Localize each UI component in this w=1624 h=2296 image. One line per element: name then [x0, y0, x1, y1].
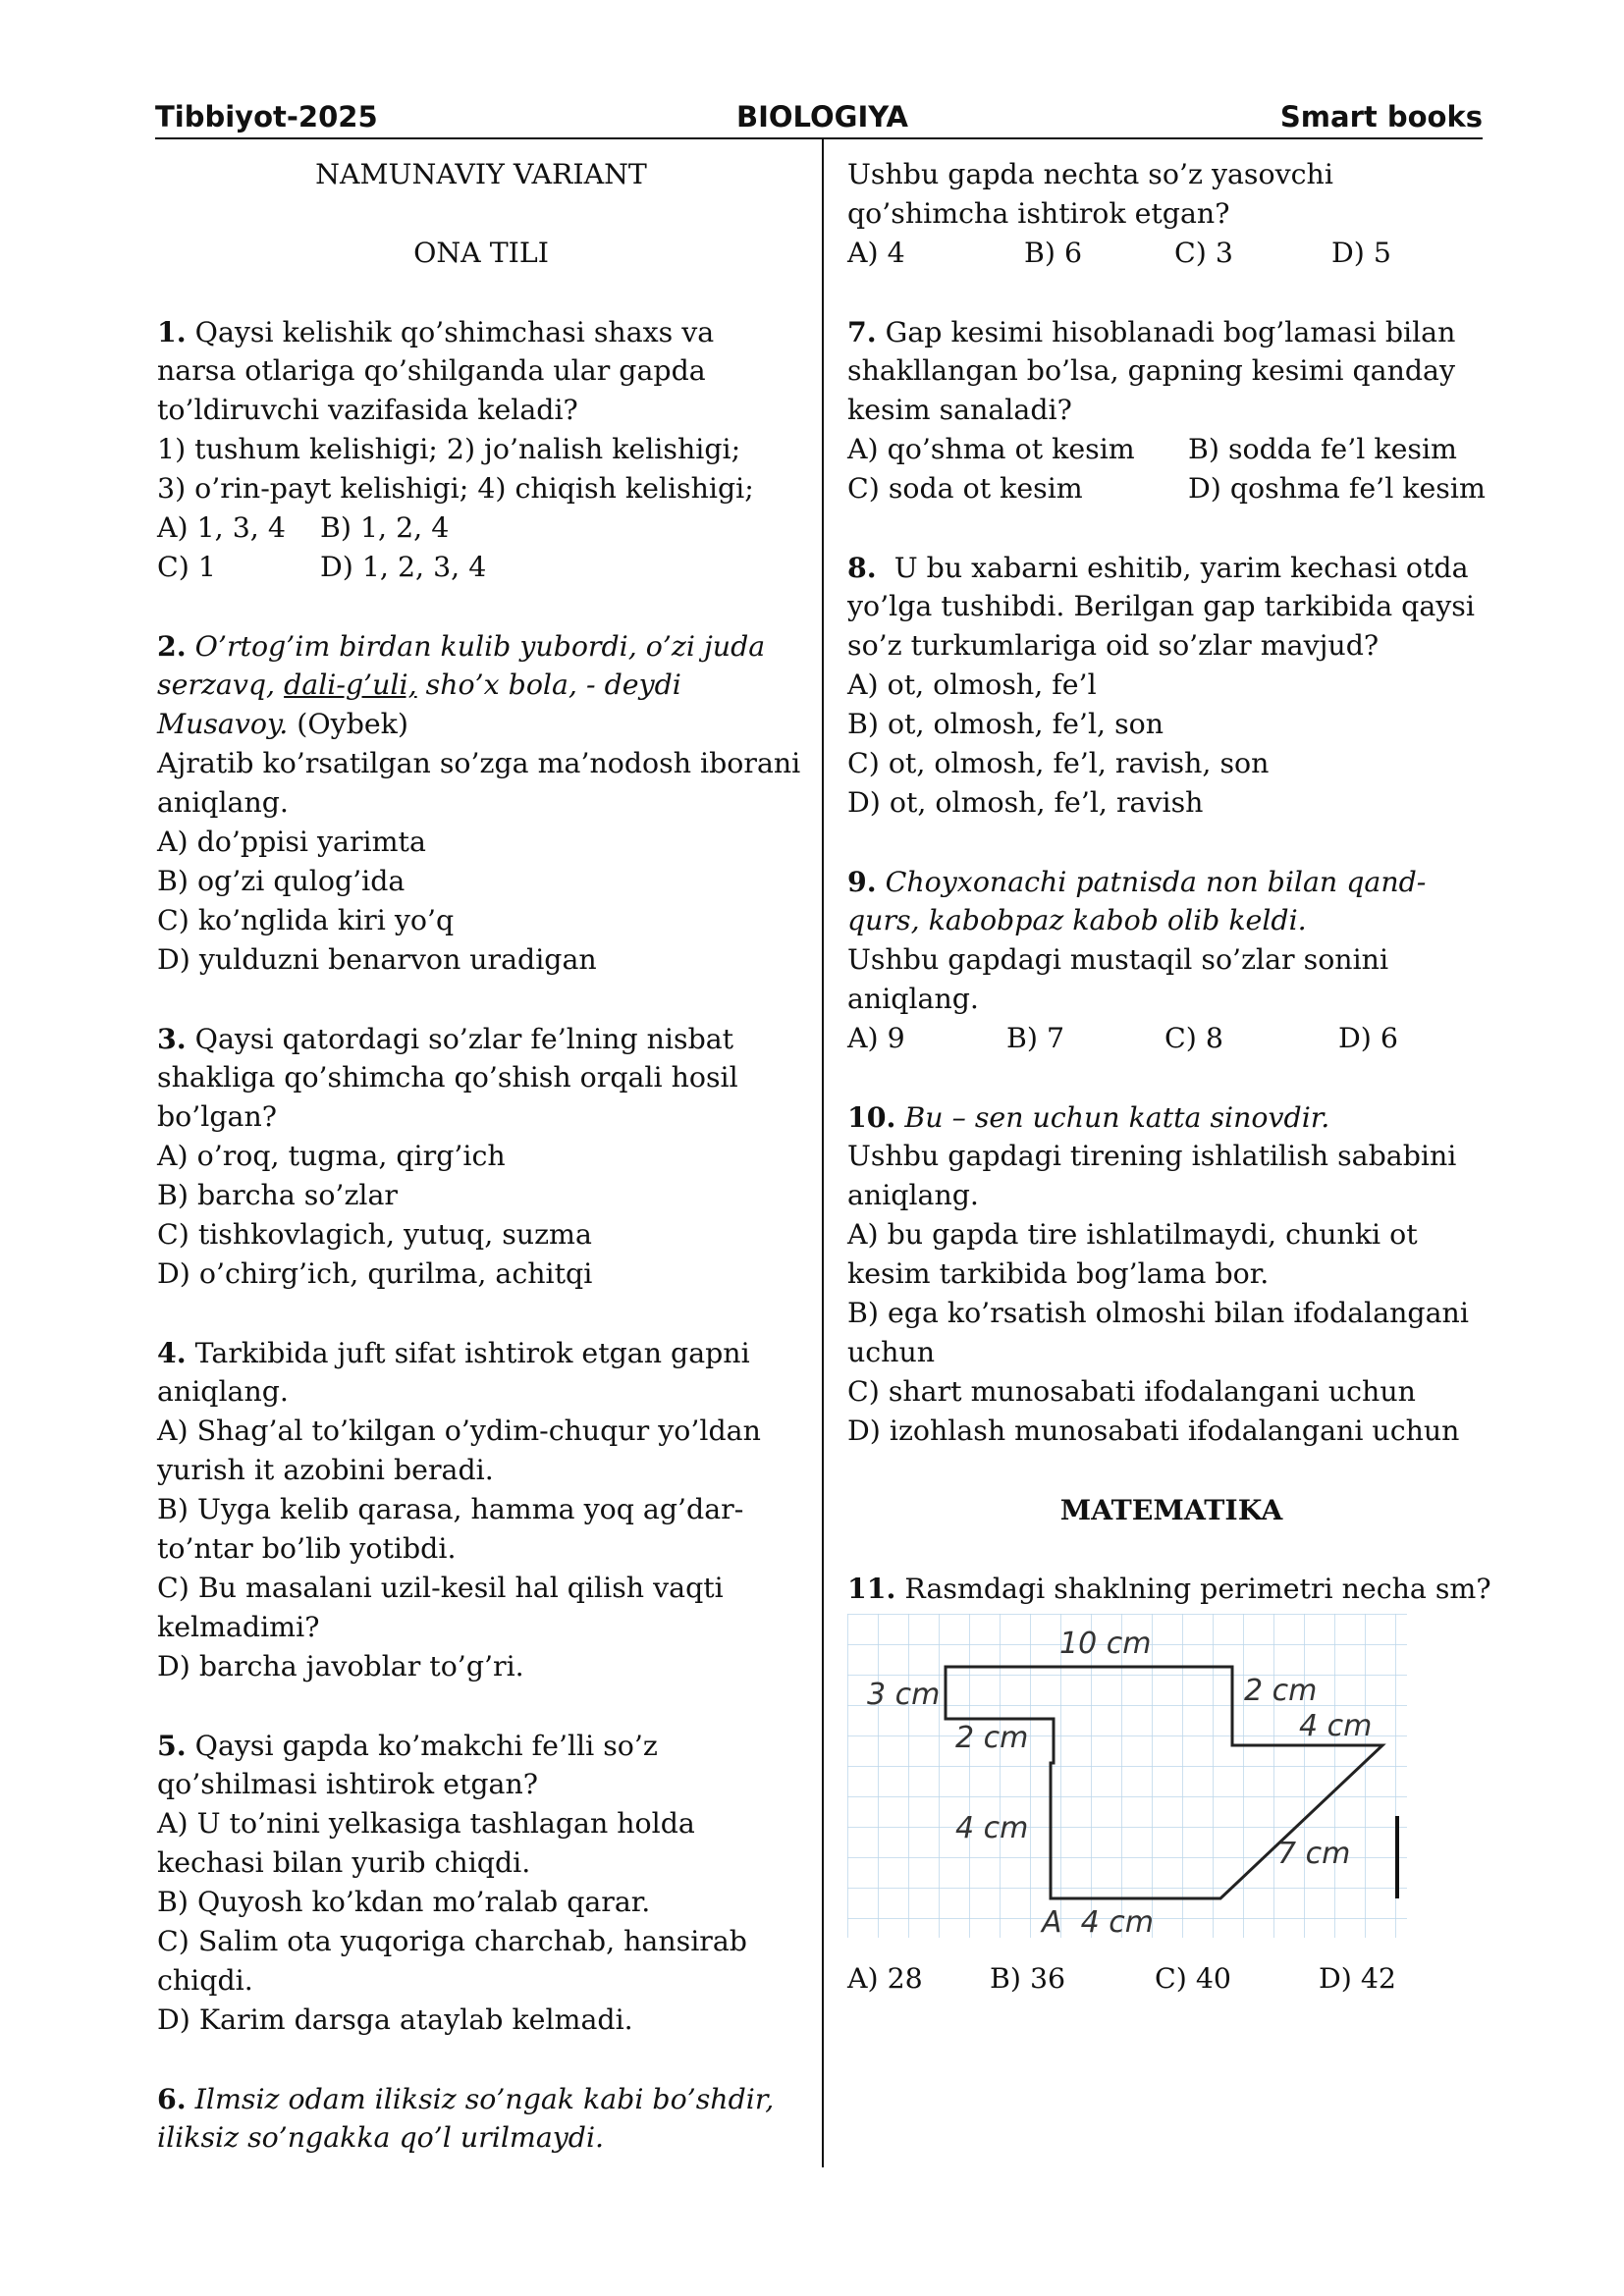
- option-a: A) 28: [847, 1962, 923, 1995]
- option-b-cont: to’ntar bo’lib yotibdi.: [157, 1532, 457, 1565]
- highlighted-word: dali-g’uli,: [284, 668, 417, 701]
- option-d: D) yulduzni benarvon uradigan: [157, 943, 597, 976]
- option-c: C) ko’nglida kiri yo’q: [157, 904, 455, 936]
- question-number: 1.: [157, 315, 187, 348]
- option-d: D) 5: [1331, 237, 1391, 269]
- header-subject: BIOLOGIYA: [736, 100, 908, 133]
- option-d: D) 42: [1319, 1962, 1396, 1995]
- option-c: C) Salim ota yuqoriga charchab, hansirab: [157, 1925, 747, 1957]
- label-left: 3 cm: [867, 1678, 941, 1712]
- quote-text: serzavq,: [157, 668, 285, 701]
- header-publisher: Smart books: [1279, 100, 1483, 133]
- question-text: Ushbu gapdagi tirening ishlatilish sababini: [847, 1140, 1457, 1172]
- option-c: C) 8: [1164, 1022, 1223, 1054]
- label-top: 10 cm: [1059, 1627, 1152, 1661]
- quote-text: qurs, kabobpaz kabob olib keldi.: [847, 904, 1307, 936]
- option-a: A) U to’nini yelkasiga tashlagan holda: [157, 1807, 695, 1840]
- option-c: C) 40: [1155, 1962, 1231, 1995]
- question-text: Ajratib ko’rsatilgan so’zga ma’nodosh iborani: [157, 747, 801, 779]
- quote-text: iliksiz so’ngakka qo’l urilmaydi.: [157, 2121, 605, 2154]
- label-inner-vertical: 4 cm: [955, 1811, 1029, 1845]
- question-text: aniqlang.: [157, 1375, 289, 1408]
- question-6-start: [157, 2079, 805, 2158]
- question-number: 11.: [847, 1572, 896, 1605]
- question-text: so’z turkumlariga oid so’zlar mavjud?: [847, 629, 1380, 662]
- quote-text: Choyxonachi patnisda non bilan qand-: [876, 866, 1427, 898]
- column-divider: [822, 139, 824, 2167]
- option-a-cont: yurish it azobini beradi.: [157, 1454, 494, 1486]
- option-b: B) og’zi qulog’ida: [157, 865, 406, 897]
- option-d: D) 6: [1338, 1022, 1398, 1054]
- right-column: [847, 155, 1495, 1999]
- option-b: B) Quyosh ko’kdan mo’ralab qarar.: [157, 1886, 651, 1918]
- question-text: Qaysi qatordagi so’zlar fe’lning nisbat: [186, 1023, 734, 1055]
- question-11: [847, 1569, 1495, 1999]
- option-d: D) izohlash munosabati ifodalangani uchun: [847, 1415, 1460, 1447]
- option-d: D) o’chirg’ich, qurilma, achitqi: [157, 1257, 593, 1290]
- question-number: 10.: [847, 1100, 896, 1134]
- quote-text: Bu – sen uchun katta sinovdir.: [895, 1101, 1330, 1134]
- quote-text: O’rtog’im birdan kulib yubordi, o’zi juda: [186, 630, 766, 663]
- question-text: aniqlang.: [157, 786, 289, 819]
- header-book-title: Tibbiyot-2025: [155, 100, 378, 133]
- option-a: A) o’roq, tugma, qirg’ich: [157, 1140, 506, 1172]
- option-b: B) sodda fe’l kesim: [1188, 433, 1457, 465]
- option-c: C) tishkovlagich, yutuq, suzma: [157, 1218, 592, 1251]
- question-5: [157, 1726, 805, 2040]
- option-d: D) ot, olmosh, fe’l, ravish: [847, 786, 1204, 819]
- quote-text: sho’x bola, - deydi: [416, 668, 681, 701]
- option-a-cont: kesim tarkibida bog’lama bor.: [847, 1257, 1270, 1290]
- question-text: Rasmdagi shaklning perimetri necha sm?: [895, 1573, 1491, 1605]
- question-8: [847, 548, 1495, 823]
- page-header: [155, 98, 1483, 139]
- figure-svg: [847, 1614, 1407, 1948]
- question-number: 4.: [157, 1336, 187, 1369]
- label-bottom: A 4 cm: [1042, 1905, 1154, 1940]
- question-text: Tarkibida juft sifat ishtirok etgan gapni: [186, 1337, 750, 1369]
- option-a: A) do’ppisi yarimta: [157, 826, 426, 858]
- option-c: C) ot, olmosh, fe’l, ravish, son: [847, 747, 1270, 779]
- option-b: B) barcha so’zlar: [157, 1179, 398, 1211]
- quote-text: Ilmsiz odam iliksiz so’ngak kabi bo’shdir,: [186, 2083, 775, 2115]
- option-a: A) qo’shma ot kesim: [847, 433, 1135, 465]
- question-text: Ushbu gapda nechta so’z yasovchi: [847, 158, 1333, 190]
- question-text: to’ldiruvchi vazifasida keladi?: [157, 394, 578, 426]
- option-d: D) qoshma fe’l kesim: [1188, 472, 1486, 505]
- option-b-cont: uchun: [847, 1336, 936, 1368]
- variant-title: NAMUNAVIY VARIANT: [315, 158, 647, 190]
- quote-author: Musavoy.: [157, 708, 289, 740]
- option-c-cont: kelmadimi?: [157, 1611, 320, 1643]
- perimeter-figure: [847, 1614, 1407, 1948]
- option-b: B) ot, olmosh, fe’l, son: [847, 708, 1164, 740]
- option-a: A) 4: [847, 237, 905, 269]
- label-step-top-right: 2 cm: [1244, 1674, 1318, 1708]
- question-text: qo’shimcha ishtirok etgan?: [847, 197, 1230, 230]
- question-text: U bu xabarni eshitib, yarim kechasi otda: [876, 552, 1469, 584]
- question-7: [847, 312, 1495, 508]
- question-number: 2.: [157, 629, 187, 663]
- option-b: B) 1, 2, 4: [320, 511, 450, 544]
- question-9: [847, 862, 1495, 1058]
- question-text: Gap kesimi hisoblanadi bog’lamasi bilan: [876, 316, 1456, 348]
- question-text: bo’lgan?: [157, 1100, 277, 1133]
- question-text: Qaysi kelishik qo’shimchasi shaxs va: [186, 316, 715, 348]
- question-number: 8.: [847, 551, 877, 584]
- option-d: D) Karim darsga ataylab kelmadi.: [157, 2003, 633, 2036]
- option-a: A) 1, 3, 4: [157, 511, 286, 544]
- question-10: [847, 1097, 1495, 1451]
- question-text: yo’lga tushibdi. Berilgan gap tarkibida qaysi: [847, 590, 1475, 622]
- question-text: 3) o’rin-payt kelishigi; 4) chiqish kelishigi;: [157, 472, 754, 505]
- option-c: C) 1: [157, 551, 216, 583]
- option-c: C) soda ot kesim: [847, 472, 1083, 505]
- left-column: [157, 155, 805, 2158]
- grid-background: [847, 1614, 1407, 1938]
- question-number: 7.: [847, 315, 877, 348]
- question-number: 9.: [847, 865, 877, 898]
- question-4: [157, 1333, 805, 1686]
- option-d: D) 1, 2, 3, 4: [320, 551, 487, 583]
- option-c: C) shart munosabati ifodalangani uchun: [847, 1375, 1416, 1408]
- option-b: B) 6: [1024, 237, 1083, 269]
- question-text: kesim sanaladi?: [847, 394, 1072, 426]
- option-a: A) 9: [847, 1022, 905, 1054]
- option-a-cont: kechasi bilan yurib chiqdi.: [157, 1846, 531, 1879]
- option-c: C) Bu masalani uzil-kesil hal qilish vaqti: [157, 1572, 724, 1604]
- option-a: A) ot, olmosh, fe’l: [847, 668, 1097, 701]
- question-number: 3.: [157, 1022, 187, 1055]
- question-6-cont: [847, 155, 1495, 273]
- question-number: 5.: [157, 1729, 187, 1762]
- question-1: [157, 312, 805, 587]
- section-title-matematika: MATEMATIKA: [1059, 1493, 1283, 1526]
- question-text: qo’shilmasi ishtirok etgan?: [157, 1768, 538, 1800]
- question-text: shakliga qo’shimcha qo’shish orqali hosil: [157, 1061, 738, 1094]
- option-b: B) 36: [990, 1962, 1066, 1995]
- section-title-ona-tili: ONA TILI: [413, 237, 549, 269]
- label-diagonal: 7 cm: [1277, 1837, 1351, 1871]
- question-text: Qaysi gapda ko’makchi fe’lli so’z: [186, 1730, 658, 1762]
- option-b: B) 7: [1006, 1022, 1065, 1054]
- option-c-cont: chiqdi.: [157, 1964, 253, 1997]
- question-text: aniqlang.: [847, 983, 979, 1015]
- option-d: D) barcha javoblar to’g’ri.: [157, 1650, 524, 1682]
- label-step: 2 cm: [955, 1721, 1029, 1755]
- question-3: [157, 1019, 805, 1294]
- option-b: B) Uyga kelib qarasa, hamma yoq ag’dar-: [157, 1493, 744, 1525]
- quote-source: (Oybek): [288, 708, 408, 740]
- question-number: 6.: [157, 2082, 187, 2115]
- option-b: B) ega ko’rsatish olmoshi bilan ifodalangani: [847, 1297, 1469, 1329]
- question-2: [157, 626, 805, 980]
- question-text: narsa otlariga qo’shilganda ular gapda: [157, 354, 706, 387]
- option-a: A) Shag’al to’kilgan o’ydim-chuqur yo’ldan: [157, 1415, 761, 1447]
- question-text: 1) tushum kelishigi; 2) jo’nalish kelishigi;: [157, 433, 741, 465]
- option-c: C) 3: [1174, 237, 1233, 269]
- label-right-top: 4 cm: [1299, 1709, 1373, 1743]
- question-text: Ushbu gapdagi mustaqil so’zlar sonini: [847, 943, 1389, 976]
- question-text: shakllangan bo’lsa, gapning kesimi qanday: [847, 354, 1456, 387]
- option-a: A) bu gapda tire ishlatilmaydi, chunki ot: [847, 1218, 1418, 1251]
- question-text: aniqlang.: [847, 1179, 979, 1211]
